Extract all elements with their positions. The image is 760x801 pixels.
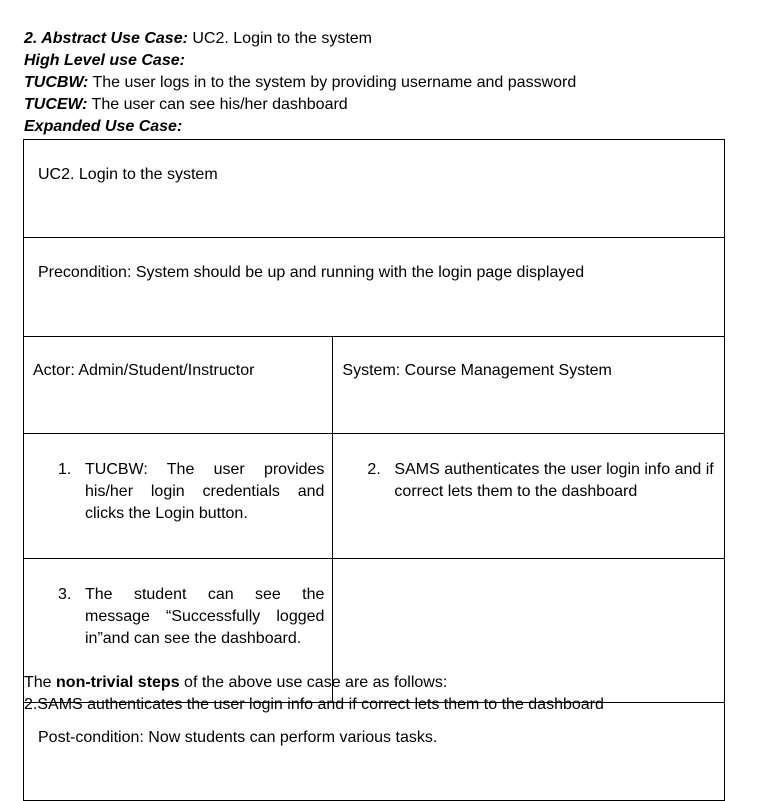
use-case-title-cell <box>24 140 725 238</box>
step-3-text: The student can see the message “Successfully logged in”and can see the dashboard. <box>85 586 325 647</box>
high-level-heading: High Level use Case: <box>24 52 185 69</box>
use-case-header <box>24 28 576 138</box>
abstract-use-case-label: 2. Abstract Use Case: <box>24 30 188 47</box>
step-1-number: 1. <box>58 461 72 478</box>
intro-suffix: of the above use case are as follows: <box>179 674 448 691</box>
tucbw-label: TUCBW: <box>24 74 89 91</box>
precondition-cell <box>24 238 725 337</box>
use-case-title: UC2. Login to the system <box>38 166 218 183</box>
postcondition-cell <box>24 703 725 801</box>
non-trivial-intro <box>24 672 604 694</box>
expanded-heading-line <box>24 116 576 138</box>
abstract-use-case-line <box>24 28 576 50</box>
step-1-cell <box>24 434 333 559</box>
tucew-line <box>24 94 576 116</box>
table-row <box>24 140 725 238</box>
table-row <box>24 703 725 801</box>
high-level-heading-line <box>24 50 576 72</box>
tucbw-value: The user logs in to the system by providing username and password <box>88 74 577 91</box>
intro-prefix: The <box>24 674 57 691</box>
intro-bold: non-trivial steps <box>56 674 180 691</box>
tucbw-line <box>24 72 576 94</box>
expanded-heading: Expanded Use Case: <box>24 118 183 135</box>
step-2-text: SAMS authenticates the user login info and if correct lets them to the dashboard <box>394 461 714 500</box>
non-trivial-step-line: 2.SAMS authenticates the user login info and if correct lets them to the dashboard <box>24 696 604 713</box>
non-trivial-steps-section <box>24 672 604 716</box>
step-2-number: 2. <box>367 461 381 478</box>
step-2-cell <box>333 434 725 559</box>
postcondition-text: Post-condition: Now students can perform various tasks. <box>38 729 438 746</box>
system-cell <box>333 337 725 434</box>
table-row <box>24 238 725 337</box>
tucew-value: The user can see his/her dashboard <box>87 96 348 113</box>
step-1-text: TUCBW: The user provides his/her login credentials and clicks the Login button. <box>85 461 325 522</box>
actor-cell <box>24 337 333 434</box>
actor-text: Actor: Admin/Student/Instructor <box>33 362 255 379</box>
tucew-label: TUCEW: <box>24 96 88 113</box>
system-text: System: Course Management System <box>342 362 612 379</box>
precondition-text: Precondition: System should be up and running with the login page displayed <box>38 264 585 281</box>
abstract-use-case-value: UC2. Login to the system <box>187 30 373 47</box>
table-row <box>24 337 725 434</box>
table-row <box>24 434 725 559</box>
step-3-number: 3. <box>58 586 72 603</box>
